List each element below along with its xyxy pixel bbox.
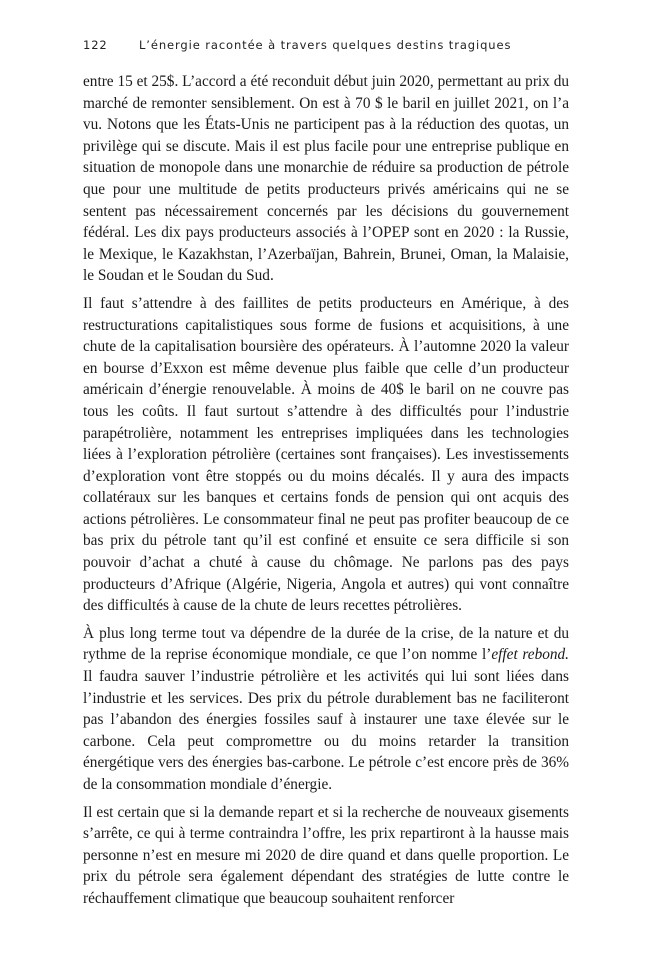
paragraph-1: entre 15 et 25$. L’accord a été reconduit début juin 2020, permettant au prix du marché de remonter sensiblement. On est à 70 $ le baril en juillet 2021, on l’a vu. Notons que les États-Unis ne participent pas à la réduction des quotas, un privilège qui se discute. Mais il est plus facile pour une entreprise publique en situation de monopole dans une monarchie de réduire sa production de pétrole que pour une multitude de petits producteurs privés américains qui ne se sentent pas nécessairement concernés par les décisions du gouvernement fédéral. Les dix pays producteurs associés à l’OPEP sont en 2020 : la Russie, le Mexique, le Kazakhstan, l’Azerbaïjan, Bahrein, Brunei, Oman, la Malaisie, le Soudan et le Soudan du Sud.	[83, 73, 569, 285]
page-number: 122	[83, 38, 108, 52]
paragraph-3-text-before: À plus long terme tout va dépendre de la durée de la crise, de la nature et du rythme de la reprise économique mondiale, ce que l’on nomme l’	[83, 624, 569, 664]
body-text	[83, 71, 569, 910]
paragraph-3	[83, 623, 569, 796]
running-header	[83, 38, 570, 56]
paragraph-3-text-after: Il faudra sauver l’industrie pétrolière et les activités qui lui sont liées dans l’industrie et les services. Des prix du pétrole durablement bas ne faciliteront pas l’abandon des énergies fossiles sauf à instaurer une taxe élevée sur le carbone. Cela peut compromettre ou du moins retarder la transition énergétique vers des énergies bas-carbone. Le pétrole c’est encore près de 36% de la consommation mondiale d’énergie.	[83, 668, 569, 793]
paragraph-2: Il faut s’attendre à des faillites de petits producteurs en Amérique, à des restructurations capitalistiques sous forme de fusions et acquisitions, à une chute de la capitalisation boursière des opérateurs. À l’automne 2020 la valeur en bourse d’Exxon est même devenue plus faible que celle d’un producteur américain d’énergie renouvelable. À moins de 40$ le baril on ne couvre pas tous les coûts. Il faut surtout s’attendre à des difficultés pour l’industrie parapétrolière, notamment les entreprises impliquées dans les technologies liées à l’exploration pétrolière (certaines sont françaises). Les investissements d’exploration vont être stoppés ou du moins décalés. Il y aura des impacts collatéraux sur les banques et certains fonds de pension qui ont acquis des actions pétrolières. Le consommateur final ne peut pas profiter beaucoup de ce bas prix du pétrole tant qu’il est confiné et ensuite ce sera difficile si son pouvoir d’achat a chuté à cause du chômage. Ne parlons pas des pays producteurs d’Afrique (Algérie, Nigeria, Angola et autres) qui vont connaître des difficultés à cause de la chute de leurs recettes pétrolières.	[83, 294, 569, 615]
paragraph-4: Il est certain que si la demande repart et si la recherche de nouveaux gisements s’arrête, ce qui à terme contraindra l’offre, les prix repartiront à la hausse mais personne n’est en mesure mi 2020 de dire quand et dans quelle proportion. Le prix du pétrole sera également dépendant des stratégies de lutte contre le réchauffement climatique que beaucoup souhaitent renforcer	[83, 803, 569, 907]
running-title: L’énergie racontée à travers quelques destins tragiques	[139, 38, 512, 52]
emphasis-effet-rebond: effet rebond.	[491, 646, 569, 664]
